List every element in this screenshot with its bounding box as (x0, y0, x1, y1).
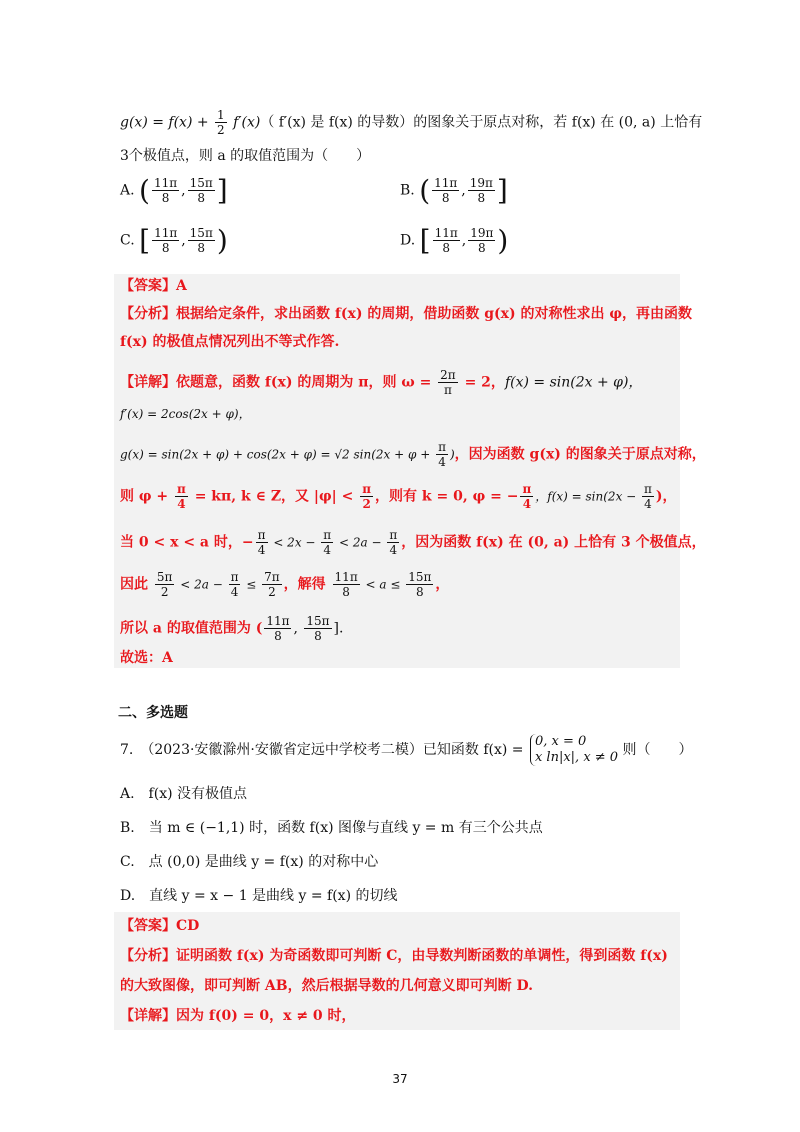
q6-detail-line2: f′(x) = 2cos(2x + φ)， (120, 407, 251, 421)
q6-option-c: C. [ $\frac{11\pi}{8}$ , $\frac{15\pi}{8}$ ) (120, 224, 228, 257)
q6-detail-line6: 因此 $\frac{5\pi}{2}$ < 2a − $\frac{\pi}{4}$ ≤ $\frac{7\pi}{2}$ ，解得 $\frac{11\pi}{8}$ < a ≤ $\frac{15\pi}{8}$ ， (120, 570, 450, 599)
q6-detail-line5: 当 0 < x < a 时，− $\frac{\pi}{4}$ < 2x − $\frac{\pi}{4}$ < 2a − $\frac{\pi}{4}$ ，因为函数 f(x) 在 (0, a) 上恰有 3 个极值点， (120, 528, 706, 557)
q6-option-a: A. ( $\frac{11\pi}{8}$ , $\frac{15\pi}{8}$ ] (120, 174, 228, 207)
q6-g-definition: g(x) = f(x) + (120, 114, 214, 131)
fraction-one-half: $\frac{1}{2}$ (217, 108, 225, 137)
q6-detail-line3: g(x) = sin(2x + φ) + cos(2x + φ) = √2 sin(2x + φ + $\frac{\pi}{4}$ )，因为函数 g(x) 的图象关于原点对称， (120, 440, 706, 469)
q7-option-b: B. 当 m ∈ (−1,1) 时，函数 f(x) 图像与直线 y = m 有三个公共点 (120, 820, 543, 836)
q6-derivative-term: f′(x) (228, 114, 261, 131)
q6-option-d: D. [ $\frac{11\pi}{8}$ , $\frac{19\pi}{8}$ ) (400, 224, 509, 257)
q6-final-choice: 故选：A (120, 650, 173, 666)
page-number: 37 (392, 1072, 408, 1086)
q7-piecewise-brace: 0, x = 0 x ln|x|, x ≠ 0 (530, 734, 618, 766)
q6-answer: 【答案】A (120, 278, 187, 294)
q6-stem-line2: 3个极值点，则 a 的取值范围为（ ） (120, 148, 371, 164)
q7-detail-line1: 【详解】因为 f(0) = 0，x ≠ 0 时， (120, 1008, 356, 1024)
q7-option-a: A. f(x) 没有极值点 (120, 786, 248, 802)
q6-detail-line1: 【详解】依题意，函数 f(x) 的周期为 π，则 ω = $\frac{2\pi}{\pi}$ = 2，f(x) = sin(2x + φ)， (120, 368, 643, 397)
q6-detail-line4: 则 φ + $\frac{\pi}{4}$ = kπ, k ∈ Z，又 |φ| < $\frac{\pi}{2}$ ，则有 k = 0, φ = − $\frac{\pi}{4}$ ，f(x) = sin(2x − $\frac{\pi}{4}$ )， (120, 482, 677, 511)
section-heading: 二、多选题 (118, 705, 188, 721)
q7-analysis-line2: 的大致图像，即可判断 AB，然后根据导数的几何意义即可判断 D. (120, 978, 533, 994)
q6-stem-line1 (120, 108, 702, 137)
q7-option-d: D. 直线 y = x − 1 是曲线 y = f(x) 的切线 (120, 888, 398, 904)
q6-option-b: B. ( $\frac{11\pi}{8}$ , $\frac{19\pi}{8}$ ] (400, 174, 508, 207)
q7-option-c: C. 点 (0,0) 是曲线 y = f(x) 的对称中心 (120, 854, 379, 870)
q7-stem: 7. （2023·安徽滁州·安徽省定远中学校考二模）已知函数 f(x) = 0, x = 0 x ln|x|, x ≠ 0 则（ ） (120, 734, 693, 765)
q6-analysis-line2: f(x) 的极值点情况列出不等式作答. (120, 334, 340, 350)
q6-stem-text: （ f′(x) 是 f(x) 的导数）的图象关于原点对称，若 f(x) 在 (0, a) 上恰有 (260, 114, 703, 131)
q7-answer: 【答案】CD (120, 918, 200, 934)
q7-analysis-line1: 【分析】证明函数 f(x) 为奇函数即可判断 C，由导数判断函数的单调性，得到函数 f(x) (120, 948, 668, 964)
q6-detail-line7: 所以 a 的取值范围为 ( $\frac{11\pi}{8}$ , $\frac{15\pi}{8}$ ]. (120, 614, 344, 643)
q6-analysis-line1: 【分析】根据给定条件，求出函数 f(x) 的周期，借助函数 g(x) 的对称性求出 φ，再由函数 (120, 306, 693, 322)
